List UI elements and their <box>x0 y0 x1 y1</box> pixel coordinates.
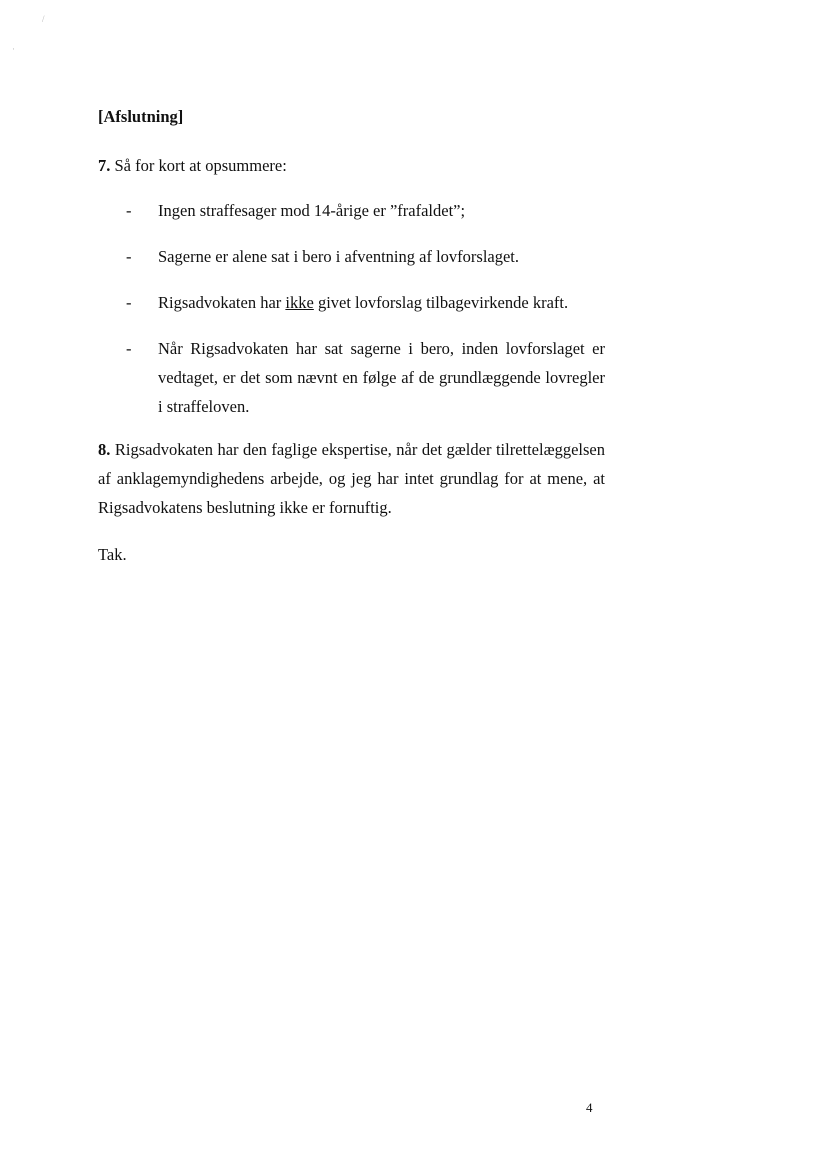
paragraph-7 <box>98 151 605 180</box>
list-item-text: Når Rigsadvokaten har sat sagerne i bero, inden lovforslaget er vedtaget, er det som nævnt en følge af de grundlæggende lovregler i straffeloven. <box>158 339 605 416</box>
summary-list <box>98 196 605 438</box>
page-number: 4 <box>586 1100 593 1115</box>
paragraph-7-number: 7. <box>98 156 111 175</box>
paragraph-8-number: 8. <box>98 440 111 459</box>
list-item-text-before: Rigsadvokaten har <box>158 293 286 312</box>
underlined-emphasis: ikke <box>285 293 314 312</box>
paragraph-7-text: Så for kort at opsummere: <box>114 156 287 175</box>
list-item <box>98 242 605 271</box>
scan-speck: · <box>12 44 15 54</box>
list-item <box>98 196 605 225</box>
closing-line: Tak. <box>98 545 127 564</box>
paragraph-8 <box>98 435 605 522</box>
list-item-text: Sagerne er alene sat i bero i afventning af lovforslaget. <box>158 247 520 266</box>
list-dash: - <box>126 339 132 358</box>
list-dash: - <box>126 247 132 266</box>
list-item <box>98 334 605 421</box>
scan-speck: / <box>42 14 45 24</box>
section-heading: [Afslutning] <box>98 107 184 126</box>
list-item-text: Ingen straffesager mod 14-årige er ”frafaldet”; <box>158 201 466 220</box>
paragraph-8-text: Rigsadvokaten har den faglige ekspertise, når det gælder tilrettelæggelsen af anklagemyndighedens arbejde, og jeg har intet grundlag for at mene, at Rigsadvokatens beslutning ikke er fornuftig. <box>98 440 606 517</box>
list-dash: - <box>126 293 132 312</box>
list-dash: - <box>126 201 132 220</box>
list-item-text-after: givet lovforslag tilbagevirkende kraft. <box>313 293 569 312</box>
list-item <box>98 288 605 317</box>
